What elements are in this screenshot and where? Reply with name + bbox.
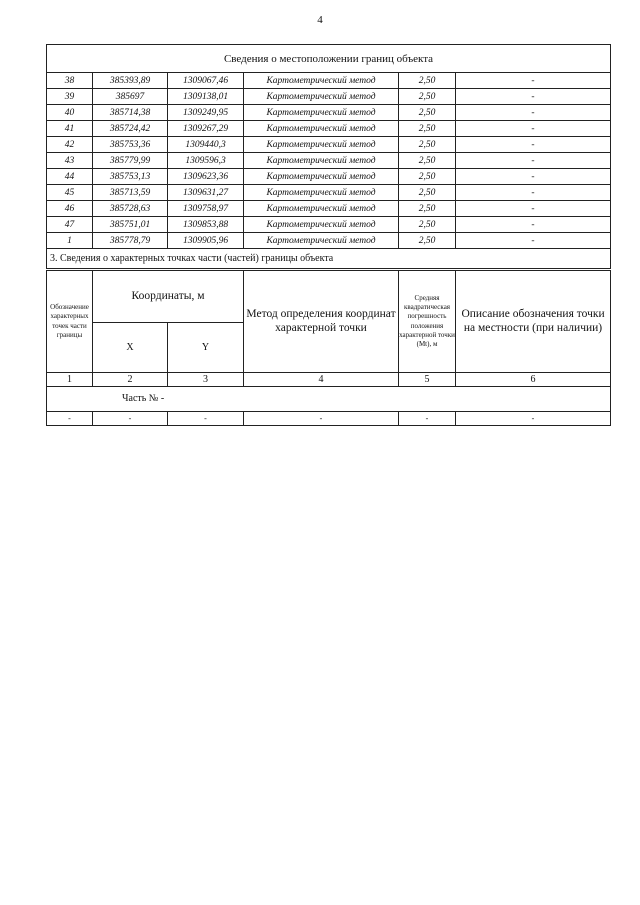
coord-y-cell: 1309853,88 [168,217,244,233]
accuracy-cell: 2,50 [399,217,456,233]
accuracy-cell: 2,50 [399,121,456,137]
part-points-table [46,270,611,426]
method-cell: Картометрический метод [244,105,399,121]
method-cell: Картометрический метод [244,233,399,249]
description-cell: - [456,201,611,217]
point-number-cell: 39 [47,89,93,105]
column-number: 2 [93,373,168,387]
coord-y-cell: 1309138,01 [168,89,244,105]
coord-x-cell: 385728,63 [93,201,168,217]
coord-x-cell: 385724,42 [93,121,168,137]
section3-title: 3. Сведения о характерных точках части (частей) границы объекта [47,249,611,269]
accuracy-cell: 2,50 [399,233,456,249]
point-number-cell: 42 [47,137,93,153]
section-title: Сведения о местоположении границ объекта [47,45,611,73]
description-cell: - [456,121,611,137]
description-cell: - [456,89,611,105]
method-cell: Картометрический метод [244,201,399,217]
coord-x-cell: 385697 [93,89,168,105]
description-cell: - [456,185,611,201]
coord-x-cell: 385779,99 [93,153,168,169]
table-row [47,201,611,217]
empty-cell: - [244,412,399,426]
table-row [47,233,611,249]
column-number: 3 [168,373,244,387]
description-cell: - [456,153,611,169]
accuracy-cell: 2,50 [399,201,456,217]
method-cell: Картометрический метод [244,153,399,169]
coord-y-cell: 1309249,95 [168,105,244,121]
description-cell: - [456,169,611,185]
table-row [47,217,611,233]
point-number-cell: 1 [47,233,93,249]
method-cell: Картометрический метод [244,137,399,153]
table-row [47,153,611,169]
point-number-cell: 45 [47,185,93,201]
column-number: 5 [399,373,456,387]
accuracy-cell: 2,50 [399,169,456,185]
empty-cell: - [168,412,244,426]
point-number-cell: 47 [47,217,93,233]
header-y: Y [168,323,244,373]
header-method: Метод определения координат характерной точки [244,271,399,373]
description-cell: - [456,137,611,153]
page-number: 4 [317,14,323,26]
coord-x-cell: 385393,89 [93,73,168,89]
header-description: Описание обозначения точки на местности (при наличии) [456,271,611,373]
point-number-cell: 44 [47,169,93,185]
coord-y-cell: 1309596,3 [168,153,244,169]
coord-y-cell: 1309623,36 [168,169,244,185]
description-cell: - [456,105,611,121]
description-cell: - [456,217,611,233]
method-cell: Картометрический метод [244,121,399,137]
table-row [47,121,611,137]
empty-cell: - [93,412,168,426]
method-cell: Картометрический метод [244,169,399,185]
column-number: 1 [47,373,93,387]
point-number-cell: 43 [47,153,93,169]
point-number-cell: 40 [47,105,93,121]
coord-y-cell: 1309905,96 [168,233,244,249]
part-label: Часть № - [47,387,611,412]
column-number: 6 [456,373,611,387]
coord-x-cell: 385714,38 [93,105,168,121]
table-row [47,185,611,201]
table-row [47,105,611,121]
accuracy-cell: 2,50 [399,137,456,153]
coord-x-cell: 385713,59 [93,185,168,201]
coord-y-cell: 1309067,46 [168,73,244,89]
method-cell: Картометрический метод [244,89,399,105]
empty-cell: - [47,412,93,426]
header-x: X [93,323,168,373]
table-row [47,137,611,153]
coord-x-cell: 385753,36 [93,137,168,153]
table-row [47,169,611,185]
method-cell: Картометрический метод [244,185,399,201]
coord-y-cell: 1309758,97 [168,201,244,217]
point-number-cell: 38 [47,73,93,89]
point-number-cell: 41 [47,121,93,137]
accuracy-cell: 2,50 [399,185,456,201]
empty-cell: - [399,412,456,426]
header-coordinates: Координаты, м [93,271,244,323]
description-cell: - [456,73,611,89]
accuracy-cell: 2,50 [399,153,456,169]
description-cell: - [456,233,611,249]
header-point-designation: Обозначение характерных точек части границы [47,271,93,373]
accuracy-cell: 2,50 [399,105,456,121]
coord-y-cell: 1309267,29 [168,121,244,137]
boundary-table [46,44,611,269]
coord-x-cell: 385751,01 [93,217,168,233]
header-accuracy: Средняя квадратическая погрешность положения характерной точки (Mt), м [399,271,456,373]
coord-x-cell: 385778,79 [93,233,168,249]
method-cell: Картометрический метод [244,217,399,233]
method-cell: Картометрический метод [244,73,399,89]
table-row [47,73,611,89]
coord-y-cell: 1309440,3 [168,137,244,153]
column-number: 4 [244,373,399,387]
accuracy-cell: 2,50 [399,73,456,89]
accuracy-cell: 2,50 [399,89,456,105]
coord-x-cell: 385753,13 [93,169,168,185]
coord-y-cell: 1309631,27 [168,185,244,201]
point-number-cell: 46 [47,201,93,217]
empty-cell: - [456,412,611,426]
table-row [47,89,611,105]
